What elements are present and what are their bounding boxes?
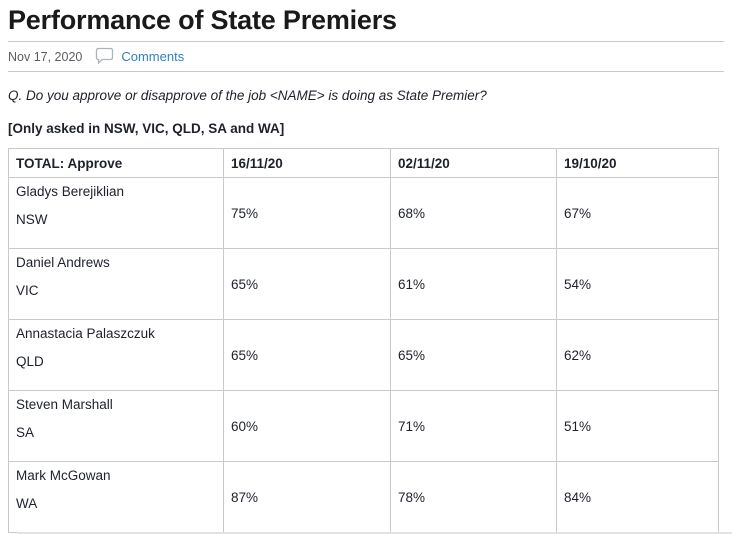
approval-table: [8, 148, 719, 533]
premier-state: QLD: [16, 354, 44, 369]
table-header-row: [9, 149, 719, 178]
approval-value: 75%: [224, 178, 391, 249]
table-row: [9, 391, 719, 462]
survey-question: Q. Do you approve or disapprove of the job <NAME> is doing as State Premier?: [8, 88, 487, 103]
comments-label: Comments: [121, 49, 185, 64]
premier-cell: [9, 391, 224, 462]
premier-state: WA: [16, 496, 38, 511]
page-title: Performance of State Premiers: [8, 5, 397, 35]
survey-note: [Only asked in NSW, VIC, QLD, SA and WA]: [8, 121, 285, 136]
approval-value: 62%: [557, 320, 719, 391]
approval-value: 65%: [391, 320, 557, 391]
approval-value: 78%: [391, 462, 557, 533]
column-header-date-2: 02/11/20: [391, 149, 557, 178]
comment-bubble-icon: [95, 47, 114, 67]
column-header-total-approve: TOTAL: Approve: [9, 149, 224, 178]
table-row: [9, 320, 719, 391]
post-meta-row: [8, 42, 724, 72]
premier-cell: [9, 462, 224, 533]
post-date: Nov 17, 2020: [8, 49, 83, 64]
premier-cell: [9, 178, 224, 249]
table-row: [9, 462, 719, 533]
approval-value: 60%: [224, 391, 391, 462]
approval-value: 65%: [224, 320, 391, 391]
comments-link[interactable]: [95, 47, 184, 67]
premier-state: SA: [16, 425, 35, 440]
premier-name: Mark McGowan: [16, 468, 111, 483]
premier-name: Annastacia Palaszczuk: [16, 326, 155, 341]
approval-value: 71%: [391, 391, 557, 462]
table-row: [9, 249, 719, 320]
approval-value: 87%: [224, 462, 391, 533]
premier-name: Gladys Berejiklian: [16, 184, 125, 199]
premier-cell: [9, 249, 224, 320]
premier-name: Daniel Andrews: [16, 255, 110, 270]
approval-value: 68%: [391, 178, 557, 249]
column-header-date-3: 19/10/20: [557, 149, 719, 178]
premier-state: NSW: [16, 212, 48, 227]
approval-value: 51%: [557, 391, 719, 462]
table-row: [9, 178, 719, 249]
premier-name: Steven Marshall: [16, 397, 113, 412]
approval-value: 65%: [224, 249, 391, 320]
approval-value: 61%: [391, 249, 557, 320]
premier-state: VIC: [16, 283, 39, 298]
approval-value: 67%: [557, 178, 719, 249]
premier-cell: [9, 320, 224, 391]
column-header-date-1: 16/11/20: [224, 149, 391, 178]
approval-value: 84%: [557, 462, 719, 533]
approval-value: 54%: [557, 249, 719, 320]
